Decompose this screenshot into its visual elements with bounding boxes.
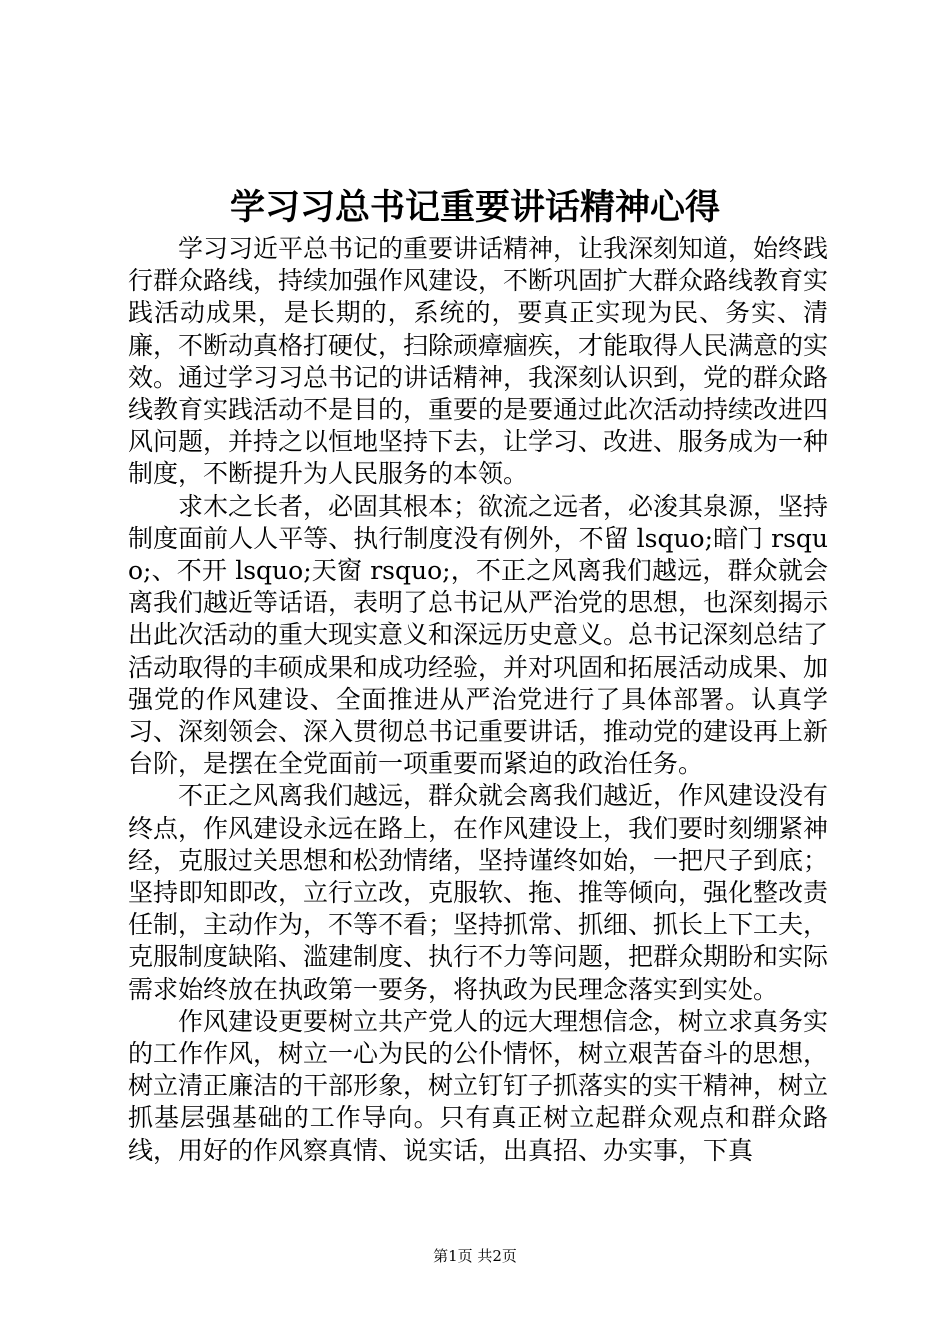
paragraph-1: 学习习近平总书记的重要讲话精神，让我深刻知道，始终践行群众路线，持续加强作风建设，不断巩固扩大群众路线教育实践活动成果，是长期的，系统的，要真正实现为民、务实、清廉，不断动真格打硬仗，扫除顽瘴痼疾，才能取得人民满意的实效。通过学习习总书记的讲话精神，我深刻认识到，党的群众路线教育实践活动不是目的，重要的是要通过此次活动持续改进四风问题，并持之以恒地坚持下去，让学习、改进、服务成为一种制度，不断提升为人民服务的本领。 bbox=[128, 234, 829, 489]
document-title: 学习习总书记重要讲话精神心得 bbox=[229, 187, 720, 228]
paragraph-4: 作风建设更要树立共产党人的远大理想信念，树立求真务实的工作作风，树立一心为民的公仆情怀，树立艰苦奋斗的思想，树立清正廉洁的干部形象，树立钉钉子抓落实的实干精神，树立抓基层强基础的工作导向。只有真正树立起群众观点和群众路线，用好的作风察真情、说实话，出真招、办实事，下真 bbox=[128, 1006, 829, 1165]
paragraph-3: 不正之风离我们越远，群众就会离我们越近，作风建设没有终点，作风建设永远在路上，在作风建设上，我们要时刻绷紧神经，克服过关思想和松劲情绪，坚持谨终如始，一把尺子到底；坚持即知即改，立行立改，克服软、拖、推等倾向，强化整改责任制，主动作为，不等不看；坚持抓常、抓细、抓长上下工夫，克服制度缺陷、滥建制度、执行不力等问题，把群众期盼和实际需求始终放在执政第一要务，将执政为民理念落实到实处。 bbox=[128, 781, 829, 1004]
page-number-footer: 第1页 共2页 bbox=[433, 1247, 517, 1265]
document-body bbox=[128, 233, 828, 1167]
paragraph-2: 求木之长者，必固其根本；欲流之远者，必浚其泉源，坚持制度面前人人平等、执行制度没有例外，不留 lsquo;暗门 rsquo;、不开 lsquo;天窗 rsquo;，不正之风离我们越远，群众就会离我们越近等话语，表明了总书记从严治党的思想，也深刻揭示出此次活动的重大现实意义和深远历史意义。总书记深刻总结了活动取得的丰硕成果和成功经验，并对巩固和拓展活动成果、加强党的作风建设、全面推进从严治党进行了具体部署。认真学习、深刻领会、深入贯彻总书记重要讲话，推动党的建设再上新台阶，是摆在全党面前一项重要而紧迫的政治任务。 bbox=[128, 491, 829, 779]
